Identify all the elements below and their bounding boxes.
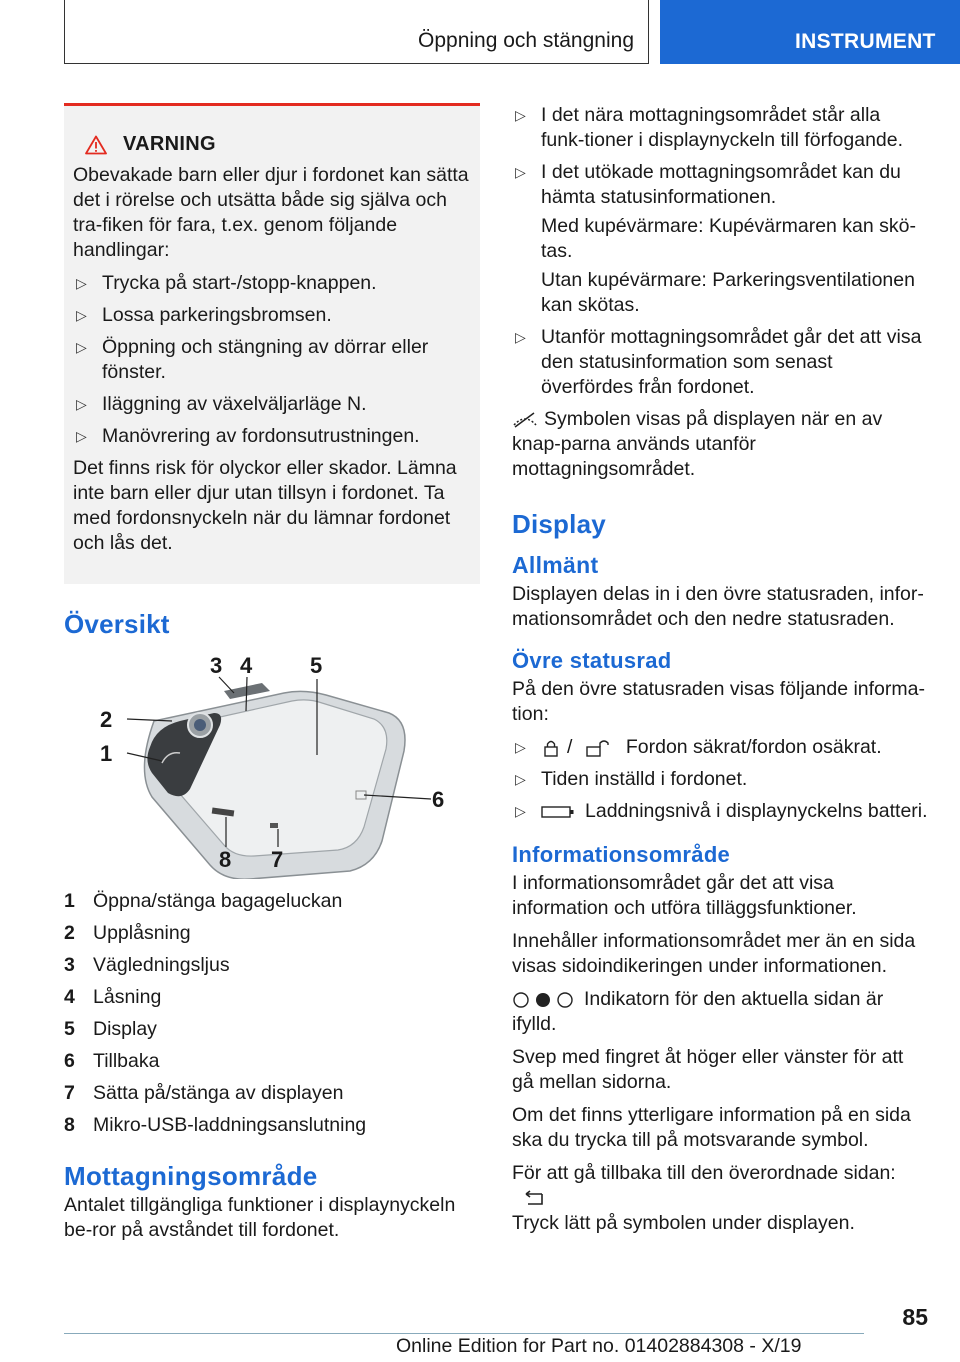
list-item: ▷ Tiden inställd i fordonet. [512,767,928,792]
figure-callout-5: 5 [310,653,323,678]
left-column [64,103,480,1251]
back-arrow-icon [522,1190,548,1208]
list-item [512,160,928,318]
lock-closed-icon [541,738,561,758]
list-item: ▷ Lossa parkeringsbromsen. [73,303,470,328]
back-text: För att gå tillbaka till den överordnade sidan: [512,1162,896,1184]
legend-number: 4 [64,986,75,1008]
list-item [512,325,928,400]
list-item [64,985,480,1010]
legend-number: 2 [64,922,75,944]
range-heading: Mottagningsområde [64,1161,318,1191]
info-heading: Informationsområde [512,842,731,867]
legend-number: 5 [64,1018,75,1040]
list-item [64,1081,480,1106]
display-heading: Display [512,509,606,539]
figure-callout-1: 1 [100,741,113,766]
list-item [64,1017,480,1042]
page-number: 85 [902,1304,928,1330]
header-chapter-tab [660,0,960,64]
warning-list [73,271,470,449]
range-list [512,103,928,400]
info-para: Om det finns ytterligare information på en sida ska du trycka till på motsvarande symbol. [512,1104,911,1151]
legend-text: Mikro-USB-laddningsanslutning [93,1114,367,1136]
warning-box [64,103,480,584]
symbol-note [512,407,928,482]
legend-text: Sätta på/stänga av displayen [93,1082,344,1104]
legend-number: 7 [64,1082,75,1104]
list-item [64,1049,480,1074]
legend-text: Tillbaka [93,1050,160,1072]
list-item [512,735,928,760]
warning-title-text: VARNING [123,133,216,155]
legend-text: Öppna/stänga bagageluckan [93,890,343,912]
warning-outro: Det finns risk för olyckor eller skador. Lämna inte barn eller djur utan tillsyn i fordonet. Ta med fordonsnyckeln när du lämnar fordonet och lås det. [73,457,457,554]
list-item-text: Med kupévärmare: Kupévärmaren kan skö-tas. [541,215,917,262]
list-item-text: ▷ Utanför mottagningsområdet går det att visa den statusinformation som senast överfördes från fordonet. [541,326,922,398]
figure-callout-3: 3 [210,653,223,678]
overview-heading: Översikt [64,609,170,639]
status-list [512,735,928,824]
lock-separator: / [567,736,573,758]
back-text-2: Tryck lätt på symbolen under displayen. [512,1212,855,1234]
list-item: ▷ Manövrering av fordonsutrustningen. [73,424,470,449]
list-item: ▷ Trycka på start-/stopp-knappen. [73,271,470,296]
list-item [512,103,928,153]
footer-edition: Online Edition for Part no. 01402884308 - X/19 [396,1335,802,1357]
legend-number: 6 [64,1050,75,1072]
list-item [64,921,480,946]
figure-legend [64,889,480,1138]
figure-callout-7: 7 [271,847,284,872]
legend-text: Vägledningsljus [93,954,230,976]
right-column [512,103,928,1244]
out-of-range-icon [512,411,538,429]
status-text: På den övre statusraden visas följande informa-tion: [512,678,925,725]
footer-divider [64,1333,864,1334]
lock-open-icon [584,738,612,758]
general-text: Displayen delas in i den övre statusraden, infor-mationsområdet och den nedre statusraden. [512,583,924,630]
legend-number: 3 [64,954,75,976]
figure-callout-8: 8 [219,847,232,872]
figure-callout-6: 6 [432,787,445,812]
list-item: ▷ Öppning och stängning av dörrar eller fönster. [73,335,470,385]
legend-text: Display [93,1018,157,1040]
header-section-box [64,0,649,64]
battery-icon [541,804,575,820]
range-text: Antalet tillgängliga funktioner i displaynyckeln be-ror på avståndet till fordonet. [64,1194,456,1241]
list-item [64,953,480,978]
list-item [64,889,480,914]
legend-text: Upplåsning [93,922,191,944]
figure-callout-4: 4 [240,653,253,678]
warning-triangle-icon [85,135,107,155]
status-heading: Övre statusrad [512,648,672,673]
page-indicator-icon [512,990,574,1010]
info-para: Innehåller informationsområdet mer än en sida visas sidoindikeringen under informationen. [512,930,916,977]
list-item: ▷ Iläggning av växelväljarläge N. [73,392,470,417]
info-para: I informationsområdet går det att visa information och utföra tilläggsfunktioner. [512,872,857,919]
header-chapter-title: INSTRUMENT [795,30,936,53]
info-para: Svep med fingret åt höger eller vänster för att gå mellan sidorna. [512,1046,904,1093]
legend-text: Låsning [93,986,162,1008]
display-key-illustration [64,651,480,879]
header-section-title: Öppning och stängning [418,29,634,52]
general-heading: Allmänt [512,552,599,578]
list-item-text: ▷ I det nära mottagningsområdet står alla funk-tioner i displaynyckeln till förfogande. [541,104,904,151]
legend-number: 1 [64,890,75,912]
legend-number: 8 [64,1114,75,1136]
list-item [64,1113,480,1138]
list-item-text: Utan kupévärmare: Parkeringsventilationen kan skötas. [541,269,915,316]
lock-text: Fordon säkrat/fordon osäkrat. [625,736,882,758]
indicator-text: Indikatorn för den aktuella sidan är ifylld. [512,988,884,1035]
battery-text: Laddningsnivå i displaynyckelns batteri. [585,800,928,822]
list-item [512,799,928,824]
warning-title [73,132,470,157]
indicator-note [512,987,928,1037]
symbol-note-text: Symbolen visas på displayen när en av knap-parna används utanför mottagningsområdet. [512,408,883,480]
display-key-figure [64,651,480,879]
warning-intro: Obevakade barn eller djur i fordonet kan sätta det i rörelse och utsätta både sig själva och tra-fiken för fara, t.ex. genom följande handlingar: [73,164,469,261]
list-item-text: ▷ I det utökade mottagningsområdet kan du hämta statusinformationen. [541,161,901,208]
figure-callout-2: 2 [100,707,113,732]
back-note [512,1161,928,1236]
